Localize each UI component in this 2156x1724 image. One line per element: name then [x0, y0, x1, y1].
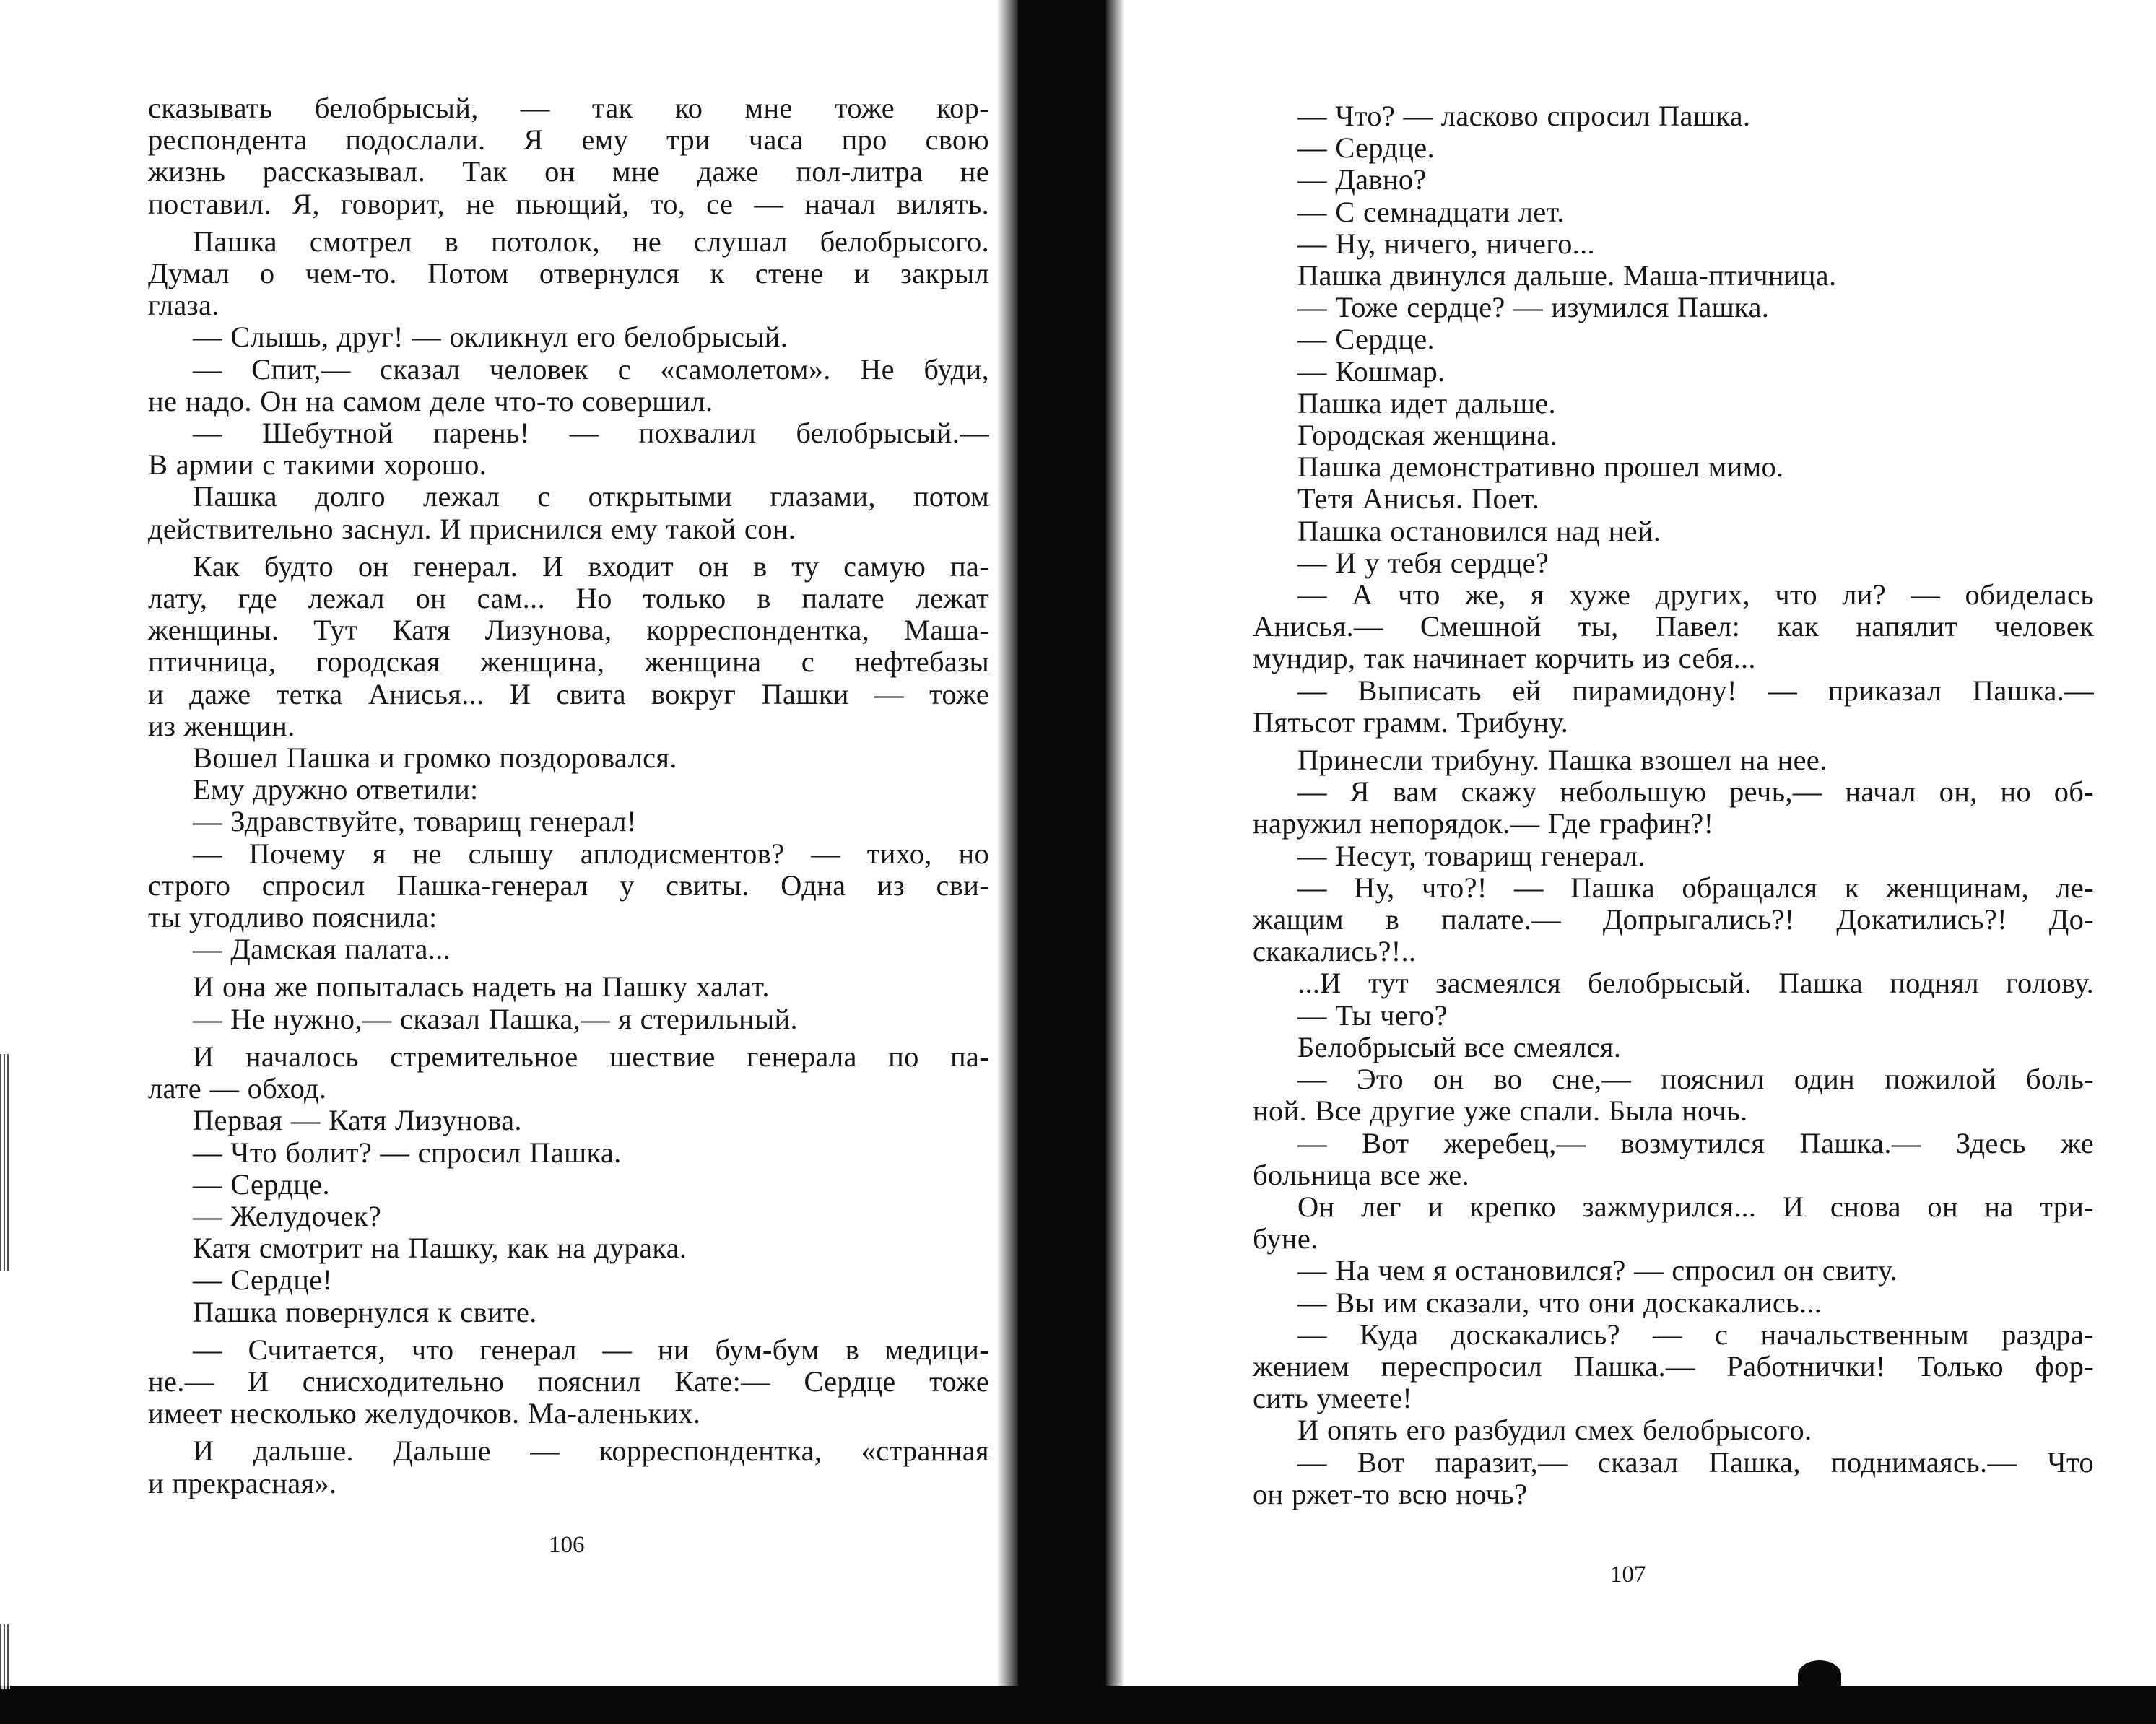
text-line: наружил непорядок.— Где графин?! — [1253, 807, 1714, 840]
text-line: Вошел Пашка и громко поздоровался. — [193, 741, 677, 775]
scan-left-edge-marks — [0, 1054, 10, 1271]
text-line: — Куда доскакались? — с начальственным раздра- — [1297, 1318, 2094, 1351]
text-line: глаза. — [148, 289, 219, 322]
scan-corner-mark — [1798, 1660, 1841, 1689]
text-line: и даже тетка Анисья... И свита вокруг Пашки — тоже — [148, 677, 989, 710]
text-line: — Здравствуйте, товарищ генерал! — [193, 805, 637, 838]
text-line: — Кошмар. — [1297, 354, 1446, 388]
text-line: птичница, городская женщина, женщина с нефтебазы — [148, 645, 989, 679]
text-line: ...И тут засмеялся белобрысый. Пашка поднял голову. — [1297, 967, 2094, 1000]
text-line: Как будто он генерал. И входит он в ту самую па- — [193, 549, 989, 583]
text-line: — Вот паразит,— сказал Пашка, поднимаясь.— Что — [1297, 1445, 2094, 1479]
gutter-shadow-right — [1106, 0, 1125, 1724]
text-line: — Шебутной парень! — похвалил белобрысый.— — [193, 417, 989, 450]
text-line: — Почему я не слышу аплодисментов? — тихо, но — [193, 837, 989, 870]
text-line: — Желудочек? — [193, 1199, 382, 1232]
text-line: — Что? — ласково спросил Пашка. — [1297, 100, 1751, 132]
text-line: лате — обход. — [148, 1072, 327, 1105]
text-line: — Ну, что?! — Пашка обращался к женщинам, ле- — [1297, 871, 2094, 904]
text-line: больница все же. — [1253, 1158, 1469, 1191]
text-line: — Тоже сердце? — изумился Пашка. — [1297, 291, 1770, 324]
text-line: — Что болит? — спросил Пашка. — [193, 1136, 622, 1169]
text-line: — Выписать ей пирамидону! — приказал Пашка.— — [1297, 674, 2094, 707]
text-line: Городская женщина. — [1297, 419, 1557, 452]
text-line: лату, где лежал он сам... Но только в палате лежат — [148, 582, 989, 615]
text-line: Пашка двинулся дальше. Маша-птичница. — [1297, 259, 1837, 292]
text-line: — Слышь, друг! — окликнул его белобрысый. — [193, 321, 788, 354]
text-line: Пашка остановился над ней. — [1297, 514, 1661, 547]
text-line: он ржет-то всю ночь? — [1253, 1477, 1528, 1510]
text-line: — Ты чего? — [1297, 998, 1448, 1032]
text-line: — Давно? — [1297, 163, 1427, 196]
text-line: — Сердце. — [193, 1167, 330, 1201]
text-line: Тетя Анисья. Поет. — [1297, 482, 1540, 515]
text-line: строго спросил Пашка-генерал у свиты. Одна из сви- — [148, 868, 989, 902]
book-gutter — [1018, 0, 1106, 1724]
text-line: — Я вам скажу небольшую речь,— начал он, но об- — [1297, 775, 2094, 809]
text-line: — Вот жеребец,— возмутился Пашка.— Здесь же — [1297, 1126, 2094, 1159]
text-line: И дальше. Дальше — корреспондентка, «странная — [193, 1435, 989, 1468]
text-line: имеет несколько желудочков. Ма-аленьких. — [148, 1397, 701, 1430]
right-page-number: 107 — [1610, 1562, 1646, 1588]
text-line: респондента подослали. Я ему три часа про свою — [148, 123, 989, 157]
text-line: — И у тебя сердце? — [1297, 546, 1549, 579]
text-line: Пашка идет дальше. — [1297, 386, 1556, 419]
text-line: — Это он во сне,— пояснил один пожилой боль- — [1297, 1063, 2094, 1096]
text-line: И она же попыталась надеть на Пашку халат. — [193, 970, 770, 1004]
text-line: — Ну, ничего, ничего... — [1297, 227, 1595, 260]
text-line: — Несут, товарищ генерал. — [1297, 839, 1646, 872]
text-line: — Сердце. — [1297, 323, 1435, 356]
text-line: Ему дружно ответили: — [193, 773, 479, 806]
text-line: Пятьсот грамм. Трибуну. — [1253, 705, 1569, 739]
text-line: Первая — Катя Лизунова. — [193, 1104, 522, 1137]
text-line: сить умеете! — [1253, 1382, 1413, 1415]
right-page-text — [1253, 100, 2094, 1510]
scan-left-edge-marks-lower — [0, 1624, 10, 1689]
left-page-number: 106 — [549, 1532, 585, 1558]
text-line: Он лег и крепко зажмурился... И снова он на три- — [1297, 1190, 2094, 1223]
text-line: И опять его разбудил смех белобрысого. — [1297, 1414, 1812, 1447]
text-line: из женщин. — [148, 709, 295, 742]
text-line: — Вы им сказали, что они доскакались... — [1297, 1286, 1822, 1319]
text-line: поставил. Я, говорит, не пьющий, то, се — начал вилять. — [148, 187, 989, 220]
text-line: — Дамская палата... — [193, 933, 451, 966]
text-line: Катя смотрит на Пашку, как на дурака. — [193, 1232, 687, 1265]
text-line: не надо. Он на самом деле что-то совершил. — [148, 384, 713, 417]
text-line: Пашка демонстративно прошел мимо. — [1297, 450, 1784, 484]
text-line: — С семнадцати лет. — [1297, 195, 1565, 228]
text-line: Думал о чем-то. Потом отвернулся к стене и закрыл — [148, 257, 989, 290]
left-page-text — [148, 92, 989, 1499]
text-line: ной. Все другие уже спали. Была ночь. — [1253, 1094, 1748, 1128]
text-line: Белобрысый все смеялся. — [1297, 1030, 1622, 1063]
text-line: жением переспросил Пашка.— Работнички! Только фор- — [1253, 1349, 2094, 1383]
text-line: Принесли трибуну. Пашка взошел на нее. — [1297, 744, 1827, 777]
gutter-shadow-left — [996, 0, 1018, 1724]
text-line: жизнь рассказывал. Так он мне даже пол-литра не — [148, 155, 989, 188]
text-line: жащим в палате.— Допрыгались?! Докатились?! До- — [1253, 903, 2094, 936]
text-line: — Сердце! — [193, 1263, 333, 1297]
scan-bottom-edge — [0, 1686, 2156, 1724]
text-line: женщины. Тут Катя Лизунова, корреспондентка, Маша- — [148, 614, 989, 647]
text-line: Пашка долго лежал с открытыми глазами, потом — [193, 480, 989, 513]
text-line: — На чем я остановился? — спросил он свиту. — [1297, 1254, 1898, 1287]
text-line: Анисья.— Смешной ты, Павел: как напялит человек — [1253, 610, 2094, 643]
text-line: — Спит,— сказал человек с «самолетом». Не буди, — [193, 352, 989, 386]
right-page — [1105, 0, 2156, 1724]
left-page — [0, 0, 1018, 1724]
text-line: — Сердце. — [1297, 131, 1435, 165]
text-line: ты угодливо пояснила: — [148, 901, 438, 934]
text-line: действительно заснул. И приснился ему такой сон. — [148, 512, 796, 545]
text-line: Пашка повернулся к свите. — [193, 1295, 537, 1328]
text-line: скакались?!.. — [1253, 935, 1417, 968]
text-line: — Не нужно,— сказал Пашка,— я стерильный. — [193, 1002, 798, 1035]
text-line: — А что же, я хуже других, что ли? — обиделась — [1297, 578, 2094, 611]
text-line: — Считается, что генерал — ни бум-бум в медици- — [193, 1333, 989, 1366]
text-line: не.— И снисходительно пояснил Кате:— Сердце тоже — [148, 1364, 989, 1398]
text-line: Пашка смотрел в потолок, не слушал белобрысого. — [193, 225, 989, 258]
text-line: В армии с такими хорошо. — [148, 448, 487, 482]
text-line: И началось стремительное шествие генерала по па- — [193, 1040, 989, 1073]
text-line: мундир, так начинает корчить из себя... — [1253, 642, 1756, 675]
text-line: и прекрасная». — [148, 1466, 337, 1499]
text-line: сказывать белобрысый, — так ко мне тоже кор- — [148, 92, 989, 124]
text-line: буне. — [1253, 1222, 1318, 1255]
